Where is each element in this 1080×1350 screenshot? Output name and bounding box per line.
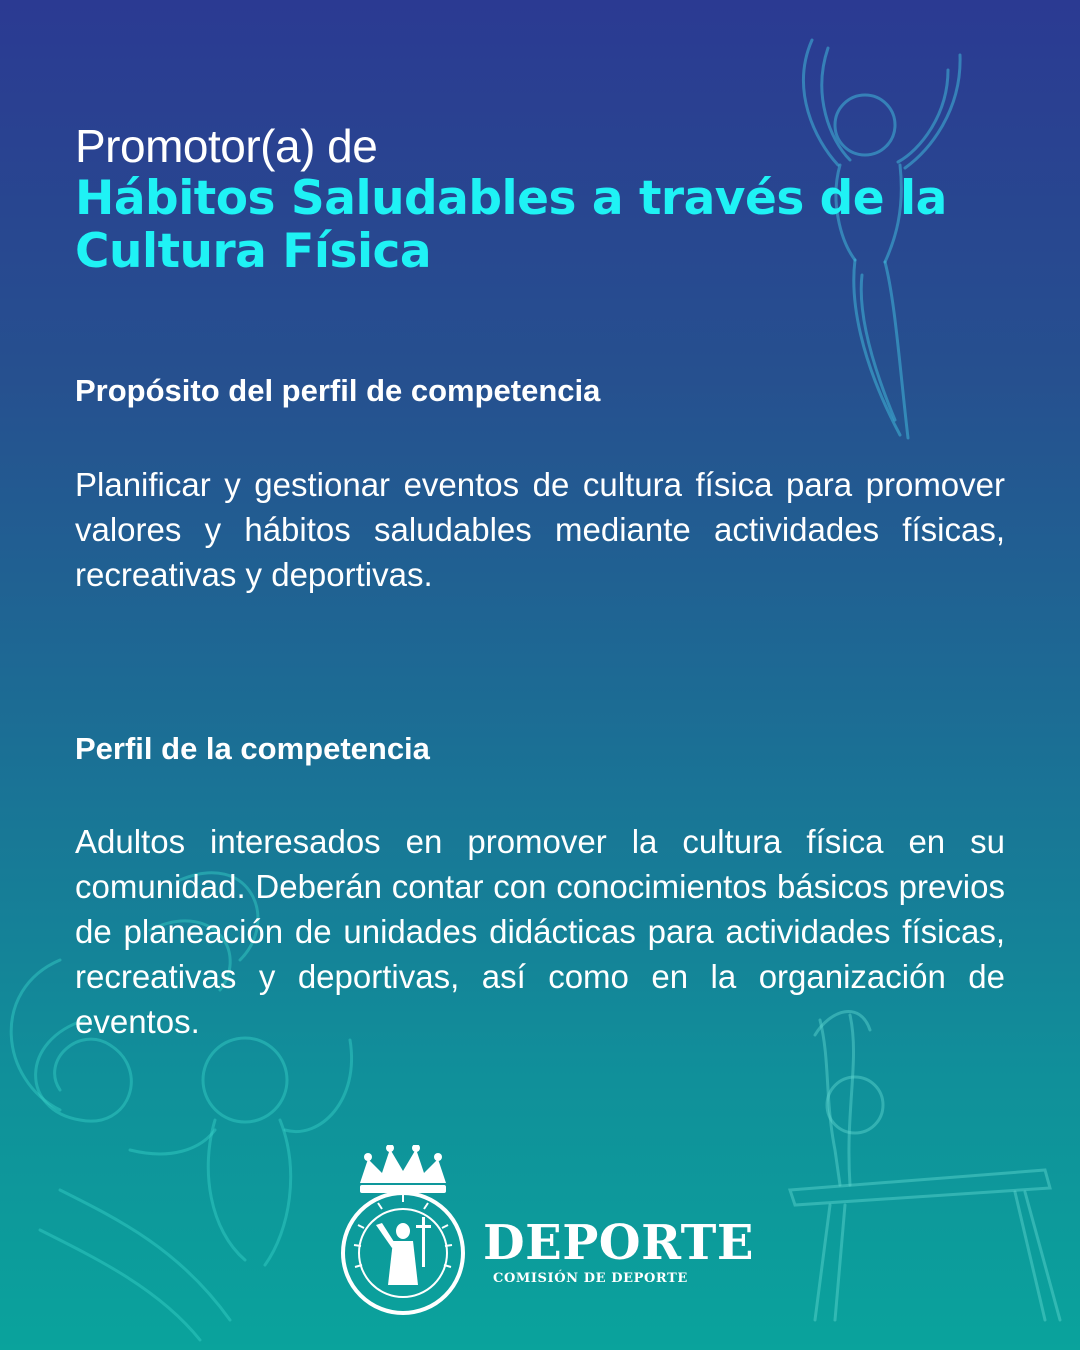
deporte-logo bbox=[338, 1145, 758, 1320]
crown-icon bbox=[360, 1145, 446, 1193]
section-heading-purpose: Propósito del perfil de competencia bbox=[75, 373, 601, 408]
section-heading-profile: Perfil de la competencia bbox=[75, 731, 430, 766]
brand-subtitle: COMISIÓN DE DEPORTE bbox=[493, 1271, 688, 1286]
brand-name: DEPORTE bbox=[483, 1215, 754, 1271]
title-highlight: Hábitos Saludables a través de la Cultura Física bbox=[75, 171, 947, 279]
title-line-1: Promotor(a) de bbox=[75, 120, 378, 172]
section-body-purpose: Planificar y gestionar eventos de cultura física para promover valores y hábitos saludables mediante actividades físicas, recreativas y deportivas. bbox=[75, 466, 1005, 593]
section-body-profile: Adultos interesados en promover la cultura física en su comunidad. Deberán contar con conocimientos básicos previos de planeación de unidades didácticas para actividades físicas, recreativas y deportivas, así como en la organización de eventos. bbox=[75, 823, 1005, 1040]
state-seal-icon bbox=[338, 1145, 468, 1320]
